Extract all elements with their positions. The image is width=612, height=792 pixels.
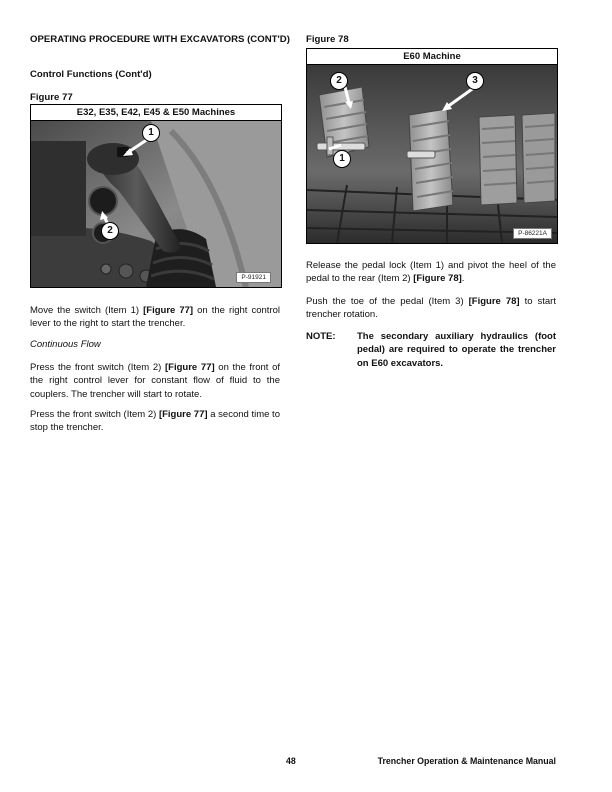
paragraph-move-switch: Move the switch (Item 1) [Figure 77] on the right control lever to the right to start the trencher. (30, 305, 280, 330)
figure-78-callout-3: 3 (466, 72, 484, 90)
manual-title: Trencher Operation & Maintenance Manual (377, 756, 556, 766)
figure-78-callout-1: 1 (333, 150, 351, 168)
figure-78-title: E60 Machine (307, 49, 557, 65)
paragraph-push-pedal-toe: Push the toe of the pedal (Item 3) [Figure 78] to start trencher rotation. (306, 296, 556, 321)
paragraph-stop-trencher: Press the front switch (Item 2) [Figure 77] a second time to stop the trencher. (30, 409, 280, 434)
section-heading: OPERATING PROCEDURE WITH EXCAVATORS (CONT'D) (30, 34, 290, 45)
subsection-heading: Control Functions (Cont'd) (30, 69, 152, 80)
figure-78-callout-2: 2 (330, 72, 348, 90)
figure-77-callout-2: 2 (101, 222, 119, 240)
paragraph-release-pedal-lock: Release the pedal lock (Item 1) and pivot the heel of the pedal to the rear (Item 2) [Figure 78]. (306, 260, 556, 285)
paragraph-press-front-switch: Press the front switch (Item 2) [Figure 77] on the front of the right control lever for constant flow of fluid to the couplers. The trencher will start to rotate. (30, 362, 280, 400)
figure-77-code: P-91921 (236, 272, 271, 283)
figure-77-callout-1: 1 (142, 124, 160, 142)
figure-77-label: Figure 77 (30, 92, 73, 103)
figure-77-photo (31, 121, 281, 287)
note-label: NOTE: (306, 331, 336, 342)
joystick-photo (31, 121, 281, 287)
figure-ref: [Figure 77] (165, 362, 215, 373)
continuous-flow-heading: Continuous Flow (30, 339, 101, 350)
figure-78 (306, 48, 558, 244)
figure-78-label: Figure 78 (306, 34, 349, 45)
page-number: 48 (286, 756, 296, 766)
figure-77-title: E32, E35, E42, E45 & E50 Machines (31, 105, 281, 121)
figure-78-photo (307, 65, 557, 243)
note-block (306, 330, 556, 372)
figure-78-code: P-86221A (513, 228, 552, 239)
figure-ref: [Figure 78] (413, 273, 462, 285)
figure-77 (30, 104, 282, 288)
figure-ref: [Figure 78] (468, 296, 520, 307)
note-text: The secondary auxiliary hydraulics (foot pedal) are required to operate the trencher on E60 excavators. (357, 331, 556, 369)
figure-ref: [Figure 77] (143, 305, 194, 316)
figure-ref: [Figure 77] (158, 409, 208, 420)
